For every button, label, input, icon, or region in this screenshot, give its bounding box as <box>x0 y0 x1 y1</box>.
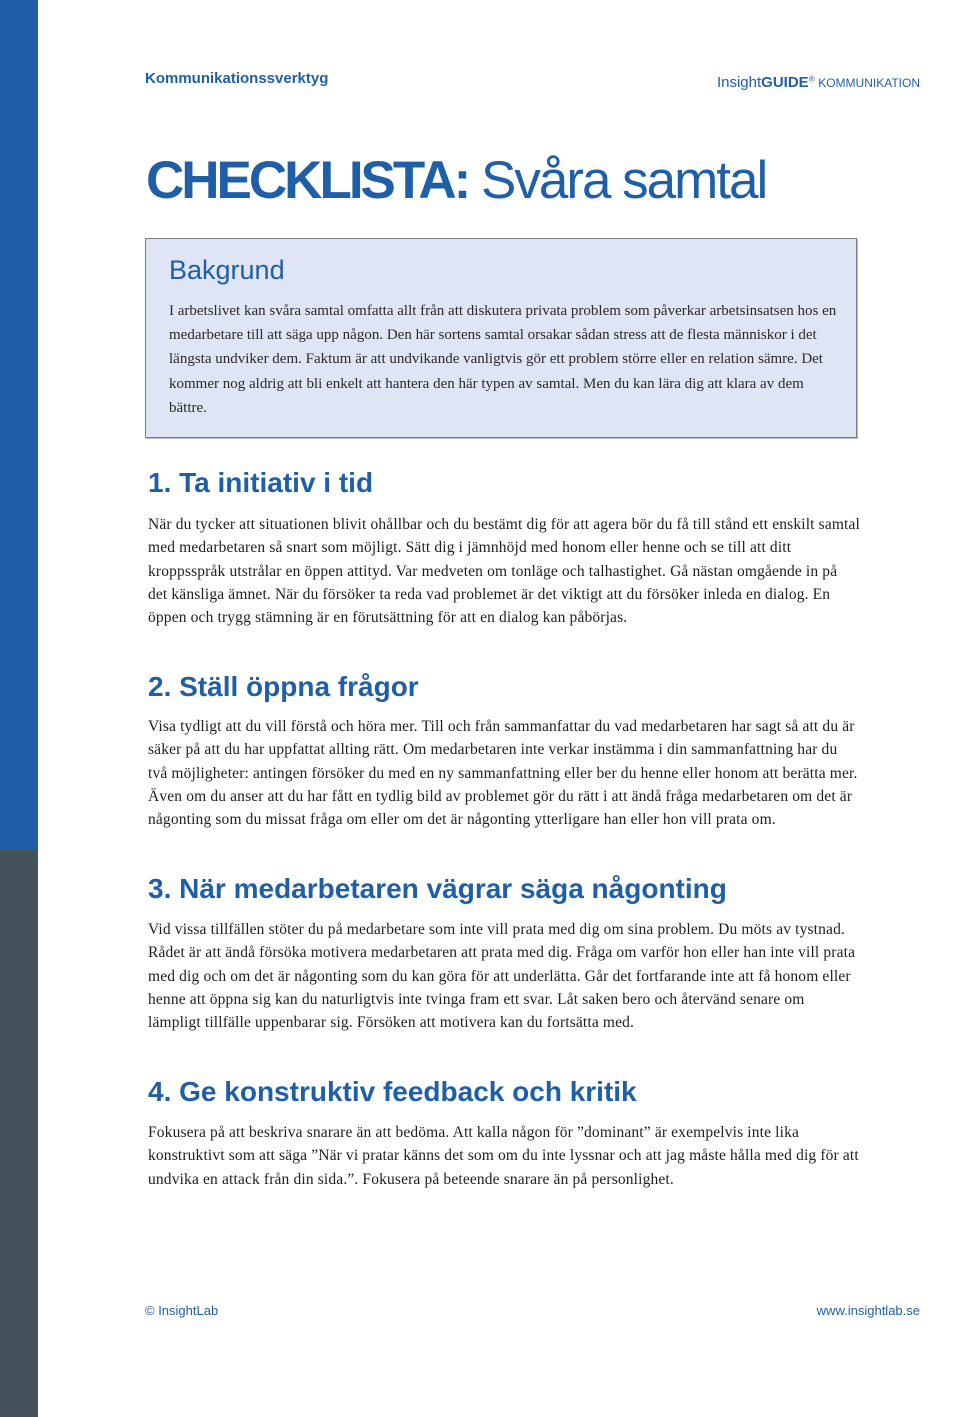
side-accent-bar-blue <box>0 0 38 850</box>
brand-insight: Insight <box>716 74 762 91</box>
section-heading: 1. Ta initiativ i tid <box>148 467 374 498</box>
brand-guide: GUIDE <box>761 74 809 91</box>
section-heading: 3. När medarbetaren vägrar säga någonting <box>148 873 727 904</box>
title-bold: CHECKLISTA: <box>146 151 469 210</box>
background-box <box>145 238 857 438</box>
footer-copyright: © InsightLab <box>145 1303 219 1318</box>
brand-kommunikation: KOMMUNIKATION <box>818 76 920 90</box>
section-text: Fokusera på att beskriva snarare än att bedöma. Att kalla någon för ”dominant” är exempelvis inte lika konstruktivt som att säga ”När vi pratar känns det som om du inte lyssnar och att jag måste hålla med dig för att undvika en attack från din sida.”. Fokusera på beteende snarare än på personlighet. <box>148 1124 859 1188</box>
header-brand <box>717 74 920 91</box>
footer-website-link[interactable]: www.insightlab.se <box>816 1303 920 1318</box>
section-text: Vid vissa tillfällen stöter du på medarbetare som inte vill prata med dig om sina problem. Du möts av tystnad. Rådet är att ändå försöka motivera medarbetaren att prata med dig. Fråga om varför hon eller han inte vill prata med dig och om det är någonting som du kan göra för att underlätta. Går det fortfarande inte att få honom eller henne att öppna sig kan du naturligtvis inte tvinga fram ett svar. Låt saken bero och återvänd senare om lämpligt tillfälle uppenbarar sig. Försöken att motivera kan du fortsätta med. <box>148 921 856 1032</box>
section-text: När du tycker att situationen blivit ohållbar och du bestämt dig för att agera bör du få till stånd ett enskilt samtal med medarbetaren så snart som möjligt. Sätt dig i jämnhöjd med honom eller henne och se till att ditt kroppsspråk utstrålar en öppen attityd. Var medveten om tonläge och talhastighet. Gå nästan omgående in på det känsliga ämnet. När du försöker ta reda vad problemet är det viktigt att du försöker inleda en dialog. En öppen och trygg stämning är en förutsättning för att en dialog kan påbörjas. <box>148 516 860 627</box>
background-heading: Bakgrund <box>169 255 285 285</box>
section-text: Visa tydligt att du vill förstå och höra mer. Till och från sammanfattar du vad medarbetaren har sagt så att du är säker på att du har uppfattat allting rätt. Om medarbetaren inte verkar instämma i din sammanfattning har du två möjligheter: antingen försöker du med en ny sammanfattning eller ber du henne eller honom att berätta mer. Även om du anser att du har fått en tydlig bild av problemet gör du rätt i att ändå fråga medarbetaren om det är någonting som du missat fråga om eller om det är någonting ytterligare han eller hon vill prata om. <box>148 718 858 829</box>
section-heading: 2. Ställ öppna frågor <box>148 671 419 702</box>
background-text: I arbetslivet kan svåra samtal omfatta allt från att diskutera privata problem som påverkar arbetsinsatsen hos en medarbetare till att säga upp någon. Den här sortens samtal orsakar sådan stress att de flesta människor i det längsta undviker dem. Faktum är att undvikande vanligtvis gör ett problem större eller en relation sämre. Det kommer nog aldrig att bli enkelt att hantera den här typen av samtal. Men du kan lära dig att klara av dem bättre. <box>169 303 837 416</box>
side-accent-bar-grey <box>0 850 38 1417</box>
page-title <box>146 150 766 211</box>
header-category: Kommunikationssverktyg <box>145 70 329 87</box>
brand-registered: ® <box>808 74 815 84</box>
title-light: Svåra samtal <box>481 151 767 210</box>
section-heading: 4. Ge konstruktiv feedback och kritik <box>148 1076 637 1107</box>
